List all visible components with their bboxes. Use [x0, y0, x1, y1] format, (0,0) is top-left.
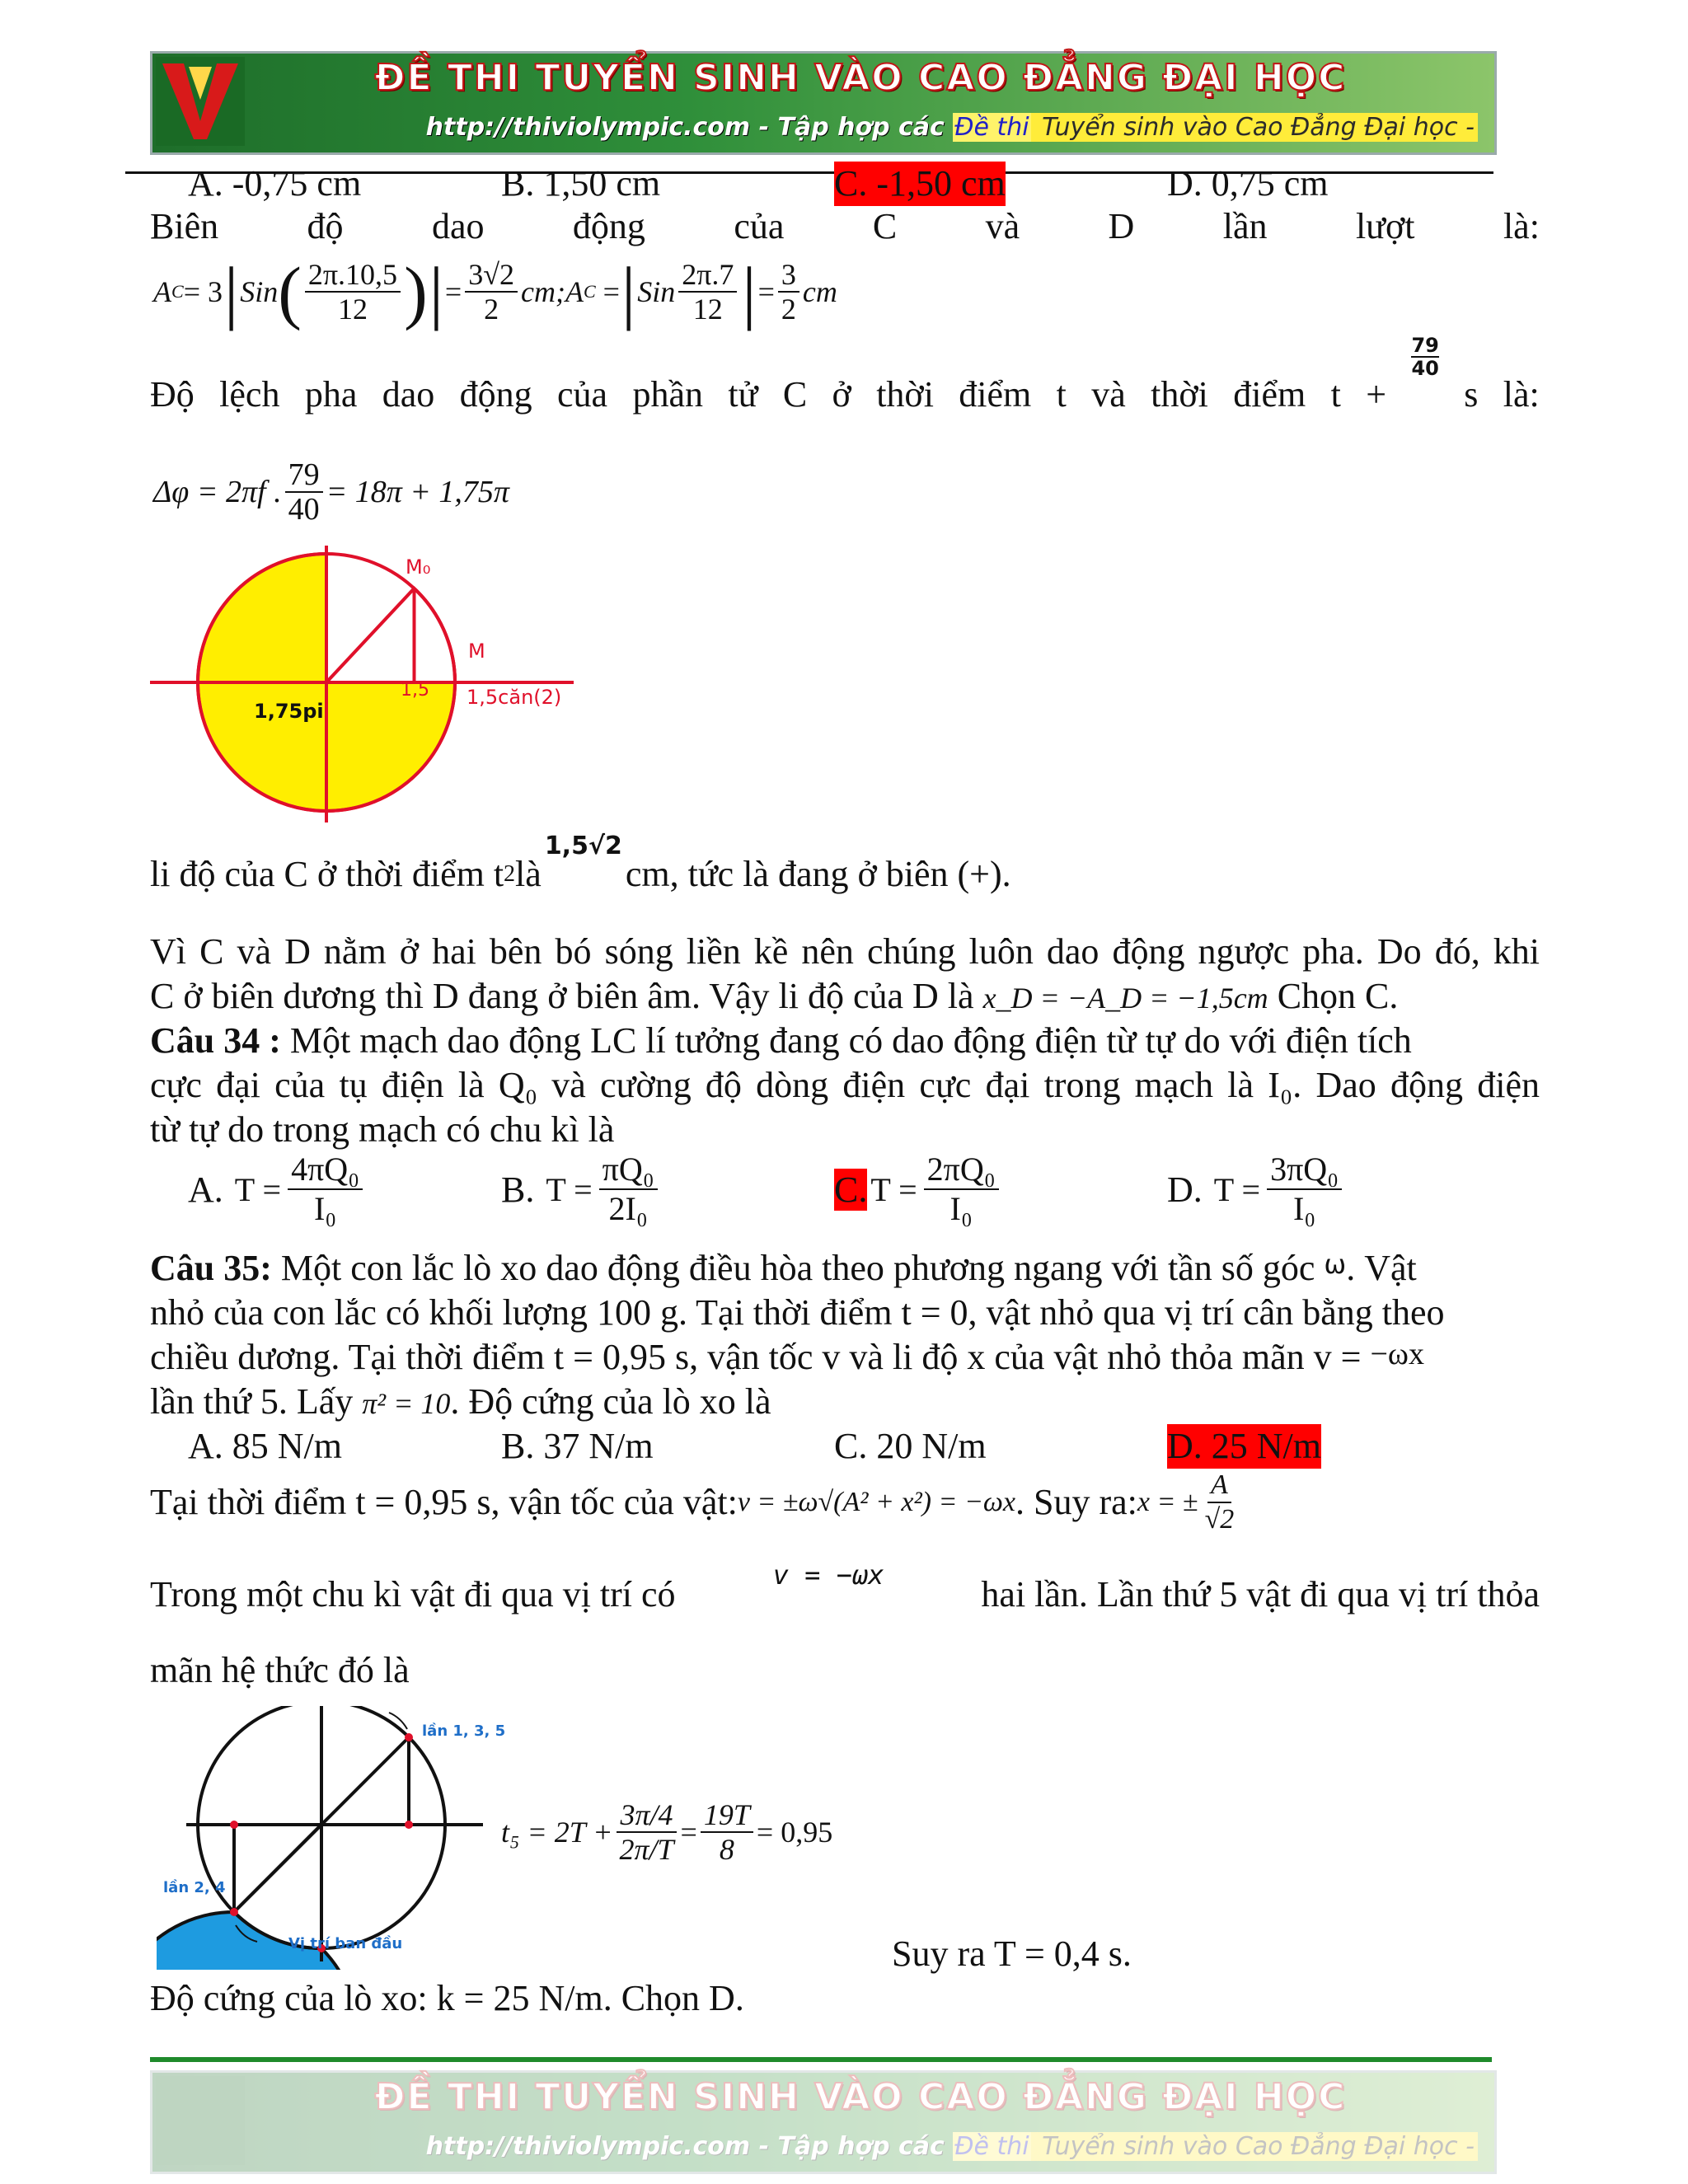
amp-word: dao: [431, 206, 485, 246]
phase-word: thời: [1151, 374, 1208, 415]
q34-option-d: [1167, 1151, 1345, 1228]
phase-opposite-text: Vì C và D nằm ở hai bên bó sóng liền kề nên chúng luôn dao động ngược pha. Do đó, khi: [150, 931, 1540, 972]
circle1-label-m: M: [468, 640, 485, 663]
q35-solution-line1: Tại thời điểm t = 0,95 s, vận tốc của vật: v = ±ω√(A² + x²) = −ωx . Suy ra: x = ± $\frac{A}{√2}$: [150, 1469, 1235, 1535]
q35-solution-line3: mãn hệ thức đó là: [150, 1650, 410, 1690]
footer-logo-icon: [156, 2076, 245, 2165]
amplitude-intro: [150, 204, 1540, 249]
answer-c-conclusion: C ở biên dương thì D đang ở biên âm. Vậy li độ của D là x_D = −A_D = −1,5cm Chọn C.: [150, 976, 1399, 1016]
phase-word: điểm: [959, 374, 1032, 415]
q34-option-fraction: [599, 1151, 658, 1228]
amplitude-formula: A C = 3 | Sin ( $\frac{2\pi.10,5}{12}$ ) | = $\frac{3√2}{2}$ cm; A C = | Sin $\frac{2\pi.7}{12}$ | = $\frac{3}{2}$ cm: [153, 252, 837, 331]
fraction-numerator: πQ₀: [599, 1151, 658, 1190]
amp-word: C: [872, 206, 898, 246]
q34-option-c-correct: [834, 1151, 1002, 1228]
q35-line1: Câu 35: Một con lắc lò xo dao động điều hòa theo phương ngang với tần số góc ω. Vật: [150, 1248, 1417, 1288]
phase-word: lệch: [219, 374, 280, 415]
phase-word: là:: [1503, 374, 1540, 415]
circle2-label-start: Vị trí ban đầu: [288, 1935, 403, 1952]
q35-line3: chiều dương. Tại thời điểm t = 0,95 s, vận tốc v và li độ x của vật nhỏ thỏa mãn v = −ωx: [150, 1337, 1424, 1377]
q35-line2: nhỏ của con lắc có khối lượng 100 g. Tại thời điểm t = 0, vật nhỏ qua vị trí cân bằng theo: [150, 1292, 1445, 1333]
fraction-denominator: I₀: [950, 1190, 973, 1227]
fraction-denominator: 2I₀: [608, 1190, 648, 1227]
q34-option-letter: A.: [188, 1169, 223, 1210]
q34-option-fraction: [1267, 1151, 1342, 1228]
q34-t-equals: T =: [234, 1170, 282, 1208]
q33-option-a: A. -0,75 cm: [188, 163, 362, 204]
footer-banner: [150, 2070, 1497, 2174]
q34-line1: Câu 34 : Một mạch dao động LC lí tưởng đang có dao động điện từ tự do với điện tích: [150, 1020, 1412, 1061]
q35-solution-line2: Trong một chu kì vật đi qua vị trí có v = −ωx hai lần. Lần thứ 5 vật đi qua vị trí thỏa: [150, 1559, 1540, 1615]
circle2-label-135: lần 1, 3, 5: [422, 1722, 506, 1740]
q34-line2: cực đại của tụ điện là Q₀ và cường độ dòng điện cực đại trong mạch là I₀. Dao động điện: [150, 1065, 1540, 1105]
q35-option-a: A. 85 N/m: [188, 1426, 342, 1466]
banner-title: ĐỀ THI TUYỂN SINH VÀO CAO ĐẲNG ĐẠI HỌC: [374, 57, 1347, 99]
amp-word: động: [572, 206, 645, 246]
phase-word: động: [459, 374, 532, 415]
t5-formula: t₅ = 2T + $\frac{3\pi/4}{2\pi/T}$ = $\frac{19T}{8}$ = 0,95: [501, 1798, 833, 1866]
circle1-label-15can2: 1,5căn(2): [467, 686, 562, 709]
q34-option-fraction: [924, 1151, 999, 1228]
fraction-numerator: 3πQ₀: [1267, 1151, 1342, 1190]
phase-circle-diagram: [148, 544, 577, 841]
circle2-point-right: [405, 1821, 413, 1829]
delta-phi-formula: Δφ = 2πf . $\frac{79}{40}$ = 18π + 1,75π: [153, 457, 509, 527]
q35-option-b: B. 37 N/m: [501, 1426, 654, 1466]
q34-t-equals: T =: [546, 1170, 593, 1208]
q33-option-c-correct: C. -1,50 cm: [834, 162, 1006, 206]
phase-word: của: [557, 374, 608, 415]
q33-option-d: D. 0,75 cm: [1167, 163, 1329, 204]
amp-word: D: [1108, 206, 1135, 246]
amp-word: độ: [307, 206, 344, 246]
circle2-point-bottom-left: [230, 1908, 238, 1916]
q35-option-d-correct: D. 25 N/m: [1167, 1424, 1321, 1469]
motion-circle-diagram: [157, 1706, 519, 1970]
q35-line4: lần thứ 5. Lấy π² = 10. Độ cứng của lò xo là: [150, 1381, 771, 1422]
q34-option-letter: D.: [1167, 1169, 1203, 1210]
circle1-label-175pi: 1,75pi: [254, 700, 324, 723]
amp-word: và: [985, 206, 1020, 246]
circle2-point-top: [405, 1733, 413, 1741]
phase-word: s: [1464, 374, 1479, 415]
phase-word: Độ: [150, 374, 195, 415]
phase-word: t: [1056, 374, 1067, 415]
fraction-denominator: I₀: [1292, 1190, 1316, 1227]
amp-word: lần: [1222, 206, 1268, 246]
banner-highlight: Đề thi: [954, 113, 1029, 142]
q34-option-letter: C.: [834, 1169, 868, 1210]
banner-url[interactable]: http://thiviolympic.com: [425, 113, 751, 142]
phase-frac: [1411, 335, 1438, 379]
phase-frac-num: 79: [1411, 334, 1439, 357]
banner-sep: - Tập hợp các: [750, 113, 954, 142]
q33-option-b: B. 1,50 cm: [501, 163, 661, 204]
phase-word: tử: [728, 374, 758, 415]
footer-banner-title: ĐỀ THI TUYỂN SINH VÀO CAO ĐẲNG ĐẠI HỌC: [374, 2076, 1347, 2118]
logo-icon: [156, 57, 245, 146]
phase-word: ở: [832, 374, 851, 415]
fraction-numerator: 4πQ₀: [288, 1151, 363, 1190]
phase-word: t: [1330, 374, 1341, 415]
q34-t-equals: T =: [1213, 1170, 1261, 1208]
period-result: Suy ra T = 0,4 s.: [892, 1933, 1132, 1974]
q34-line3: từ tự do trong mạch có chu kì là: [150, 1109, 615, 1150]
phase-word: pha: [304, 374, 358, 415]
fraction-numerator: 2πQ₀: [924, 1151, 999, 1190]
footer-rule: [150, 2057, 1492, 2062]
phase-word: điểm: [1233, 374, 1306, 415]
footer-banner-subtitle: http://thiviolympic.com - Tập hợp các Đề thi Tuyển sinh vào Cao Đẳng Đại học -: [426, 2130, 1478, 2163]
amp-word: là:: [1503, 206, 1540, 246]
phase-word: dao: [382, 374, 435, 415]
amp-word: lượt: [1355, 206, 1415, 246]
fraction-denominator: I₀: [313, 1190, 337, 1227]
circle2-label-24: lần 2, 4: [163, 1879, 226, 1896]
header-banner: [150, 51, 1497, 155]
phase-frac-den: 40: [1411, 357, 1439, 380]
phase-shift-intro: [150, 334, 1540, 417]
phase-word: C: [782, 374, 808, 415]
q34-option-a: [188, 1151, 366, 1228]
q34-t-equals: T =: [870, 1170, 917, 1208]
circle1-slice: [326, 588, 455, 682]
circle2-point-left: [230, 1821, 238, 1829]
li-do-line: li độ của C ở thời điểm t 2 là 1,5√2 cm, tức là đang ở biên (+).: [150, 832, 1011, 894]
q35-option-c: C. 20 N/m: [834, 1426, 987, 1466]
circle1-label-15: 1,5: [401, 680, 429, 701]
phase-word: phần: [632, 374, 703, 415]
phase-word: +: [1366, 374, 1387, 415]
banner-rest: Tuyển sinh vào Cao Đẳng Đại học -: [1031, 113, 1478, 142]
spring-constant-result: Độ cứng của lò xo: k = 25 N/m. Chọn D.: [150, 1978, 744, 2018]
q34-option-b: [501, 1151, 661, 1228]
circle1-label-m0: M₀: [406, 555, 431, 579]
amp-word: của: [734, 206, 785, 246]
q34-option-letter: B.: [501, 1169, 535, 1210]
q34-option-fraction: [288, 1151, 363, 1228]
banner-subtitle: [426, 111, 1478, 144]
amp-word: Biên: [150, 206, 219, 246]
phase-word: thời: [876, 374, 934, 415]
phase-word: và: [1091, 374, 1126, 415]
